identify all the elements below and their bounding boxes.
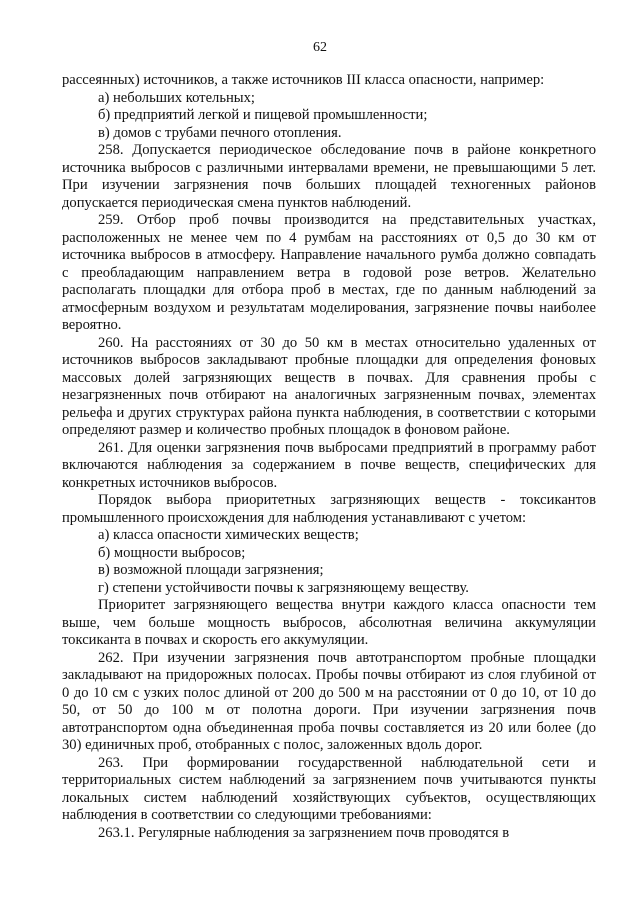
paragraph: Порядок выбора приоритетных загрязняющих веществ - токсикантов промышленного происхождения для наблюдения устанавливают с учетом: [62,492,596,526]
list-item: г) степени устойчивости почвы к загрязняющему веществу. [98,579,469,596]
list-item: б) мощности выбросов; [98,544,246,561]
paragraph-261: 261. Для оценки загрязнения почв выбросами предприятий в программу работ включаются наблюдения за содержанием в почве веществ, специфических для конкретных источников выбросов. [62,439,596,491]
paragraph-258: 258. Допускается периодическое обследование почв в районе конкретного источника выбросов с различными интервалами времени, не превышающими 5 лет. При изучении загрязнения почв больших площадей техногенных районов допускается периодическая смена пунктов наблюдений. [62,142,596,211]
list-item: в) возможной площади загрязнения; [98,562,324,578]
paragraph-262: 262. При изучении загрязнения почв автотранспортом пробные площадки закладывают на придорожных полосах. Пробы почвы отбирают из слоя глубиной от 0 до 10 см с узких полос длиной от 200 до 500 м на расстоянии от 0 до 10, от 10 до 50, от 50 до 100 м от полотна дороги. При изучении загрязнения почв автотранспортом одна объединенная проба почвы составляется из 20 или более (до 30) единичных проб, отобранных с полос, заложенных вдоль дорог. [62,649,596,753]
paragraph: Приоритет загрязняющего вещества внутри каждого класса опасности тем выше, чем больше мощность выбросов, абсолютная величина аккумуляции токсиканта в почвах и скорость его аккумуляции. [62,597,596,648]
paragraph: рассеянных) источников, а также источников III класса опасности, например: [62,72,545,88]
page-number: 62 [313,40,327,55]
paragraph-263-1: 263.1. Регулярные наблюдения за загрязнением почв проводятся в [98,824,510,841]
paragraph-260: 260. На расстояниях от 30 до 50 км в местах относительно удаленных от источников выбросов закладывают пробные площадки для определения фоновых массовых долей загрязняющих веществ в почвах. Для сравнения пробы с незагрязненных почв отбирают на аналогичных загрязненным почвах, элементах рельефа и других структурах района пункта наблюдения, в соответствии с которыми определяют размер и количество пробных площадок в фоновом районе. [62,334,596,438]
paragraph-259: 259. Отбор проб почвы производится на представительных участках, расположенных не менее чем по 4 румбам на расстояниях от 0,5 до 30 км от источника выбросов в атмосферу. Направление начального румба должно совпадать с преобладающим направлением ветра в годовой розе ветров. Желательно располагать площадки для отбора проб в местах, где по данным наблюдений за атмосферным воздухом и результатам моделирования, загрязнение почвы наиболее вероятно. [62,212,596,333]
body-text [62,72,596,842]
list-item: в) домов с трубами печного отопления. [98,124,342,141]
list-item: а) класса опасности химических веществ; [98,527,359,543]
list-item: а) небольших котельных; [98,89,255,106]
paragraph-263: 263. При формировании государственной наблюдательной сети и территориальных систем наблюдений за загрязнением почв учитываются пункты локальных систем наблюдений хозяйствующих субъектов, осуществляющих наблюдения в соответствии со следующими требованиями: [62,754,596,823]
list-item: б) предприятий легкой и пищевой промышленности; [98,107,428,123]
